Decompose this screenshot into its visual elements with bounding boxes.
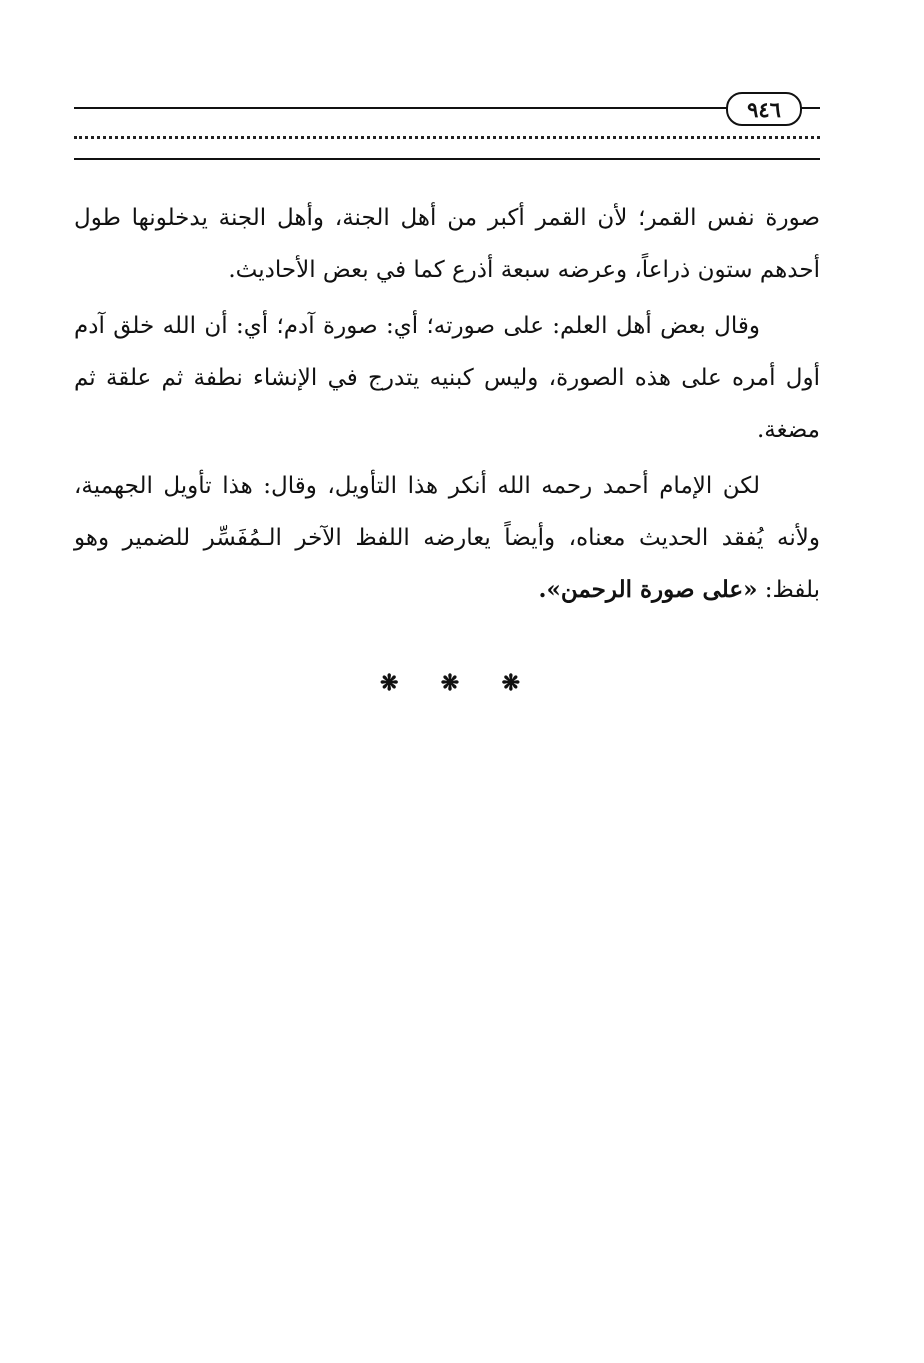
- paragraph-3: [74, 460, 820, 616]
- paragraph-1: صورة نفس القمر؛ لأن القمر أكبر من أهل الجنة، وأهل الجنة يدخلونها طول أحدهم ستون ذراعاً، وعرضه سبعة أذرع كما في بعض الأحاديث.: [74, 205, 820, 283]
- paragraph-2: وقال بعض أهل العلم: على صورته؛ أي: صورة آدم؛ أي: أن الله خلق آدم أول أمره على هذه الصورة، وليس كبنيه يتدرج في الإنشاء نطفة ثم علقة ثم مضغة.: [74, 313, 820, 443]
- header-dotted-rule: [74, 136, 820, 139]
- paragraph-3-text: لكن الإمام أحمد رحمه الله أنكر هذا التأويل، وقال: هذا تأويل الجهمية، ولأنه يُفقد الحديث معناه، وأيضاً يعارضه اللفظ الآخر الـمُفَسِّر للضمير وهو بلفظ:: [74, 473, 820, 603]
- asterisk-icon: ❋: [380, 670, 399, 696]
- page-header: [74, 88, 820, 168]
- header-bottom-rule: [74, 158, 820, 160]
- hadith-quote: «على صورة الرحمن».: [538, 576, 758, 603]
- page-body: [74, 192, 820, 620]
- page-number-badge: [726, 92, 802, 126]
- section-separator: [380, 670, 520, 696]
- page-number: ٩٤٦: [747, 96, 781, 122]
- asterisk-icon: ❋: [501, 670, 520, 696]
- header-top-rule: [74, 107, 820, 109]
- asterisk-icon: ❋: [440, 670, 460, 696]
